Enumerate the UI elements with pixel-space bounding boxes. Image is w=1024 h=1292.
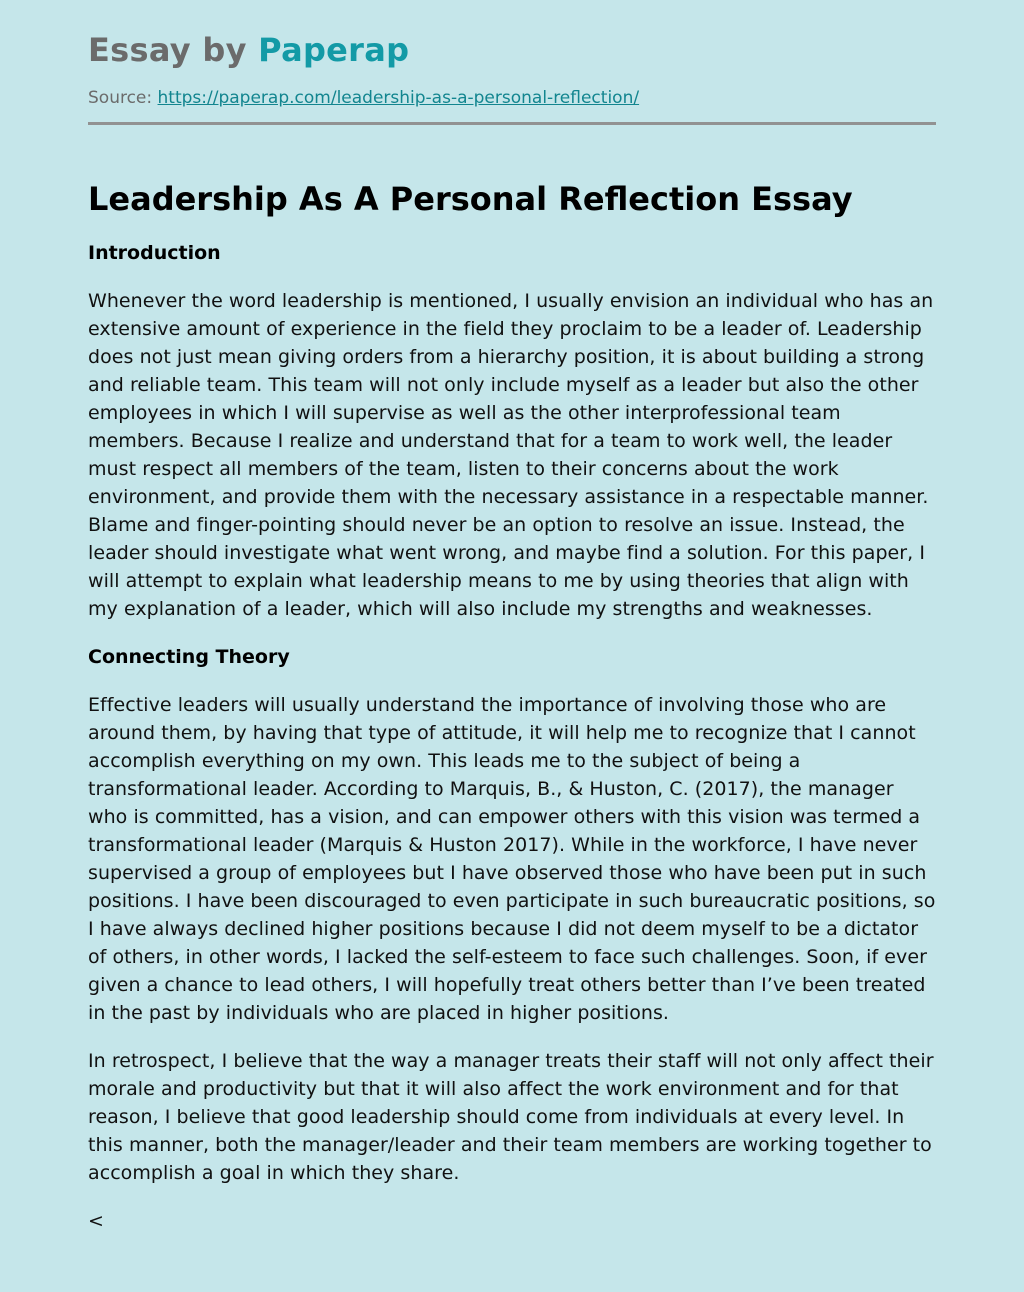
paragraph-retrospect: In retrospect, I believe that the way a manager treats their staff will not only affect their morale and productivity but that it will also affect the work environment and for that reason, I believe that good leadership should come from individuals at every level. In this manner, both the manager/leader and their team members are working together to accomplish a goal in which they share.	[88, 1050, 934, 1184]
paragraph-introduction: Whenever the word leadership is mentioned, I usually envision an individual who has an extensive amount of experience in the field they proclaim to be a leader of. Leadership does not just mean giving orders from a hierarchy position, it is about building a strong and reliable team. This team will not only include myself as a leader but also the other employees in which I will supervise as well as the other interprofessional team members. Because I realize and understand that for a team to work well, the leader must respect all members of the team, listen to their concerns about the work environment, and provide them with the necessary assistance in a respectable manner. Blame and finger-pointing should never be an option to resolve an issue. Instead, the leader should investigate what went wrong, and maybe find a solution. For this paper, I will attempt to explain what leadership means to me by using theories that align with my explanation of a leader, which will also include my strengths and weaknesses.	[88, 290, 934, 620]
brand-name: Paperap	[258, 31, 410, 69]
source-label: Source:	[88, 88, 153, 108]
previous-page-link[interactable]: <	[88, 1210, 104, 1232]
header-divider	[88, 122, 936, 125]
site-brand	[88, 30, 936, 70]
brand-prefix: Essay by	[88, 31, 259, 69]
essay-title: Leadership As A Personal Reflection Essay	[88, 180, 853, 218]
source-line	[88, 86, 936, 110]
source-link[interactable]: https://paperap.com/leadership-as-a-personal-reflection/	[157, 88, 640, 108]
section-heading-introduction: Introduction	[88, 242, 221, 264]
paragraph-connecting-theory: Effective leaders will usually understand the importance of involving those who are around them, by having that type of attitude, it will help me to recognize that I cannot accomplish everything on my own. This leads me to the subject of being a transformational leader. According to Marquis, B., & Huston, C. (2017), the manager who is committed, has a vision, and can empower others with this vision was termed a transformational leader (Marquis & Huston 2017). While in the workforce, I have never supervised a group of employees but I have observed those who have been put in such positions. I have been discouraged to even participate in such bureaucratic positions, so I have always declined higher positions because I did not deem myself to be a dictator of others, in other words, I lacked the self-esteem to face such challenges. Soon, if ever given a chance to lead others, I will hopefully treat others better than I’ve been treated in the past by individuals who are placed in higher positions.	[88, 694, 936, 1024]
section-heading-connecting-theory: Connecting Theory	[88, 646, 290, 668]
page-content	[88, 0, 936, 1235]
